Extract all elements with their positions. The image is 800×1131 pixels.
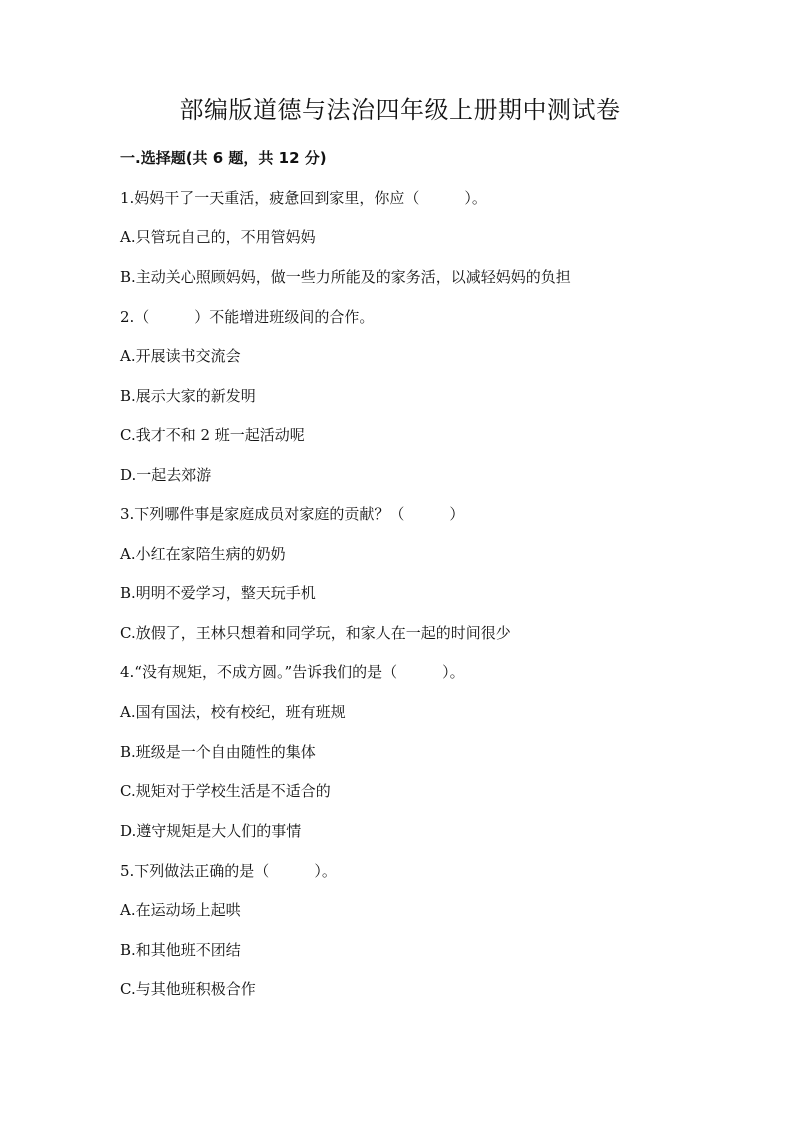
question-3-stem: 3.下列哪件事是家庭成员对家庭的贡献？（ ） (120, 505, 465, 523)
question-2-stem: 2.（ ）不能增进班级间的合作。 (120, 308, 375, 326)
question-5-option-a: A.在运动场上起哄 (120, 901, 241, 919)
question-4-option-c: C.规矩对于学校生活是不适合的 (120, 782, 331, 800)
question-2-option-b: B.展示大家的新发明 (120, 387, 256, 405)
question-1-stem: 1.妈妈干了一天重活，疲惫回到家里，你应（ ）。 (120, 189, 487, 207)
question-5-stem: 5.下列做法正确的是（ ）。 (120, 862, 337, 880)
question-4-option-d: D.遵守规矩是大人们的事情 (120, 822, 302, 840)
question-1-option-b: B.主动关心照顾妈妈，做一些力所能及的家务活，以减轻妈妈的负担 (120, 268, 571, 286)
section-heading: 一.选择题(共 6 题，共 12 分) (120, 149, 327, 167)
question-2-option-c: C.我才不和 2 班一起活动呢 (120, 426, 305, 444)
question-2-option-a: A.开展读书交流会 (120, 347, 241, 365)
question-3-option-c: C.放假了，王林只想着和同学玩，和家人在一起的时间很少 (120, 624, 511, 642)
page-title: 部编版道德与法治四年级上册期中测试卷 (179, 96, 621, 124)
question-2-option-d: D.一起去郊游 (120, 466, 212, 484)
question-5-option-c: C.与其他班积极合作 (120, 980, 256, 998)
question-3-option-b: B.明明不爱学习，整天玩手机 (120, 584, 316, 602)
question-4-option-a: A.国有国法，校有校纪，班有班规 (120, 703, 346, 721)
question-4-option-b: B.班级是一个自由随性的集体 (120, 743, 316, 761)
question-1-option-a: A.只管玩自己的，不用管妈妈 (120, 228, 316, 246)
question-3-option-a: A.小红在家陪生病的奶奶 (120, 545, 286, 563)
question-4-stem: 4.“没有规矩，不成方圆。”告诉我们的是（ ）。 (120, 663, 465, 681)
question-5-option-b: B.和其他班不团结 (120, 941, 241, 959)
